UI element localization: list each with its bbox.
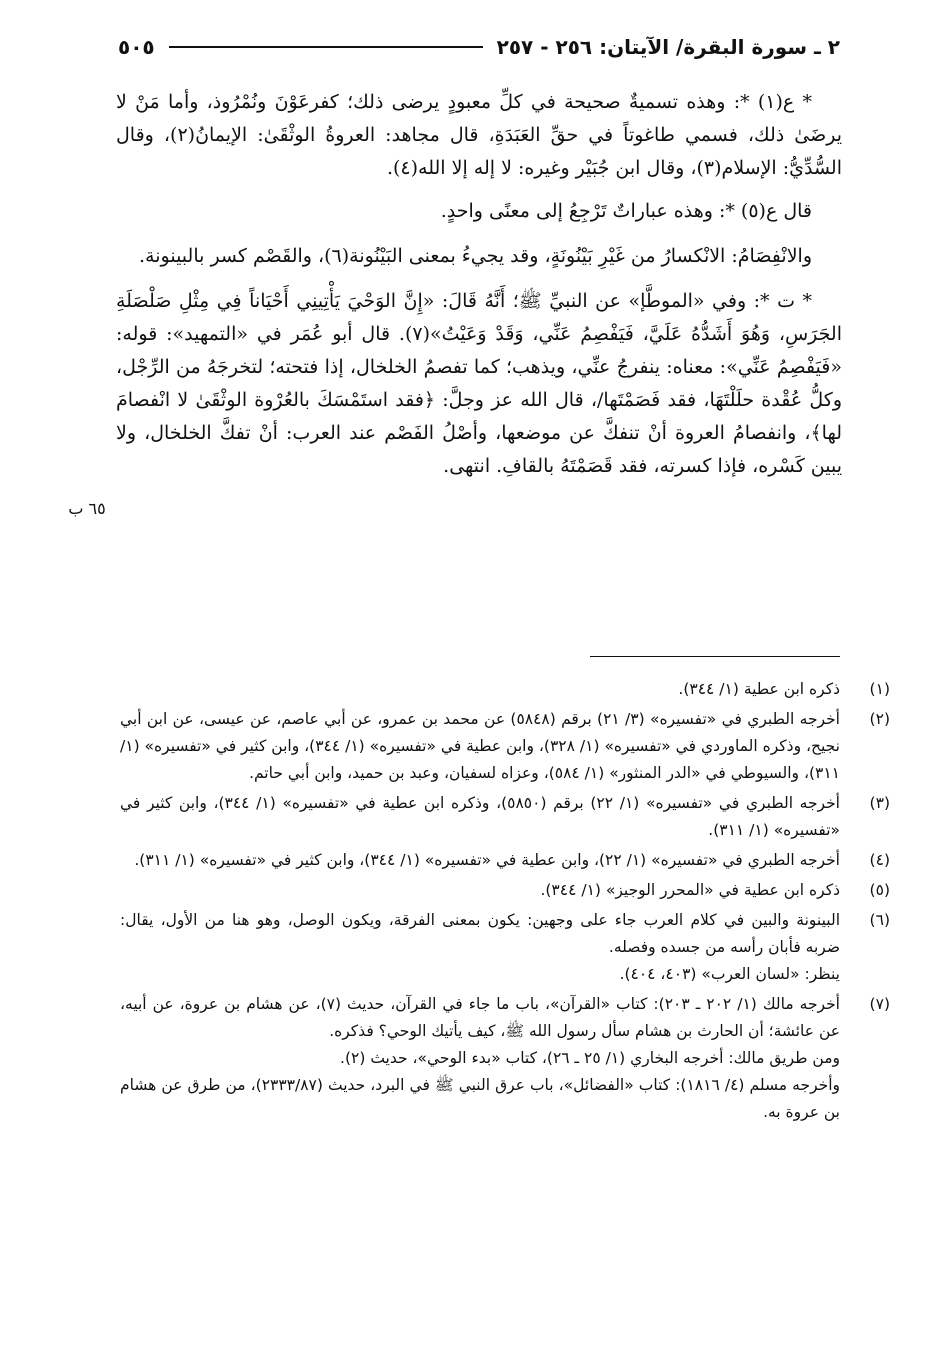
manuscript-folio-note: ٦٥ ب [68,499,106,518]
footnote [120,790,890,844]
page-number: ٥٠٥ [118,35,155,59]
footnote-number: (٤) [869,851,890,869]
footnote-number: (١) [869,680,890,698]
paragraph-1: * ع(١) *: وهذه تسميةٌ صحيحة في كلِّ معبودٍ يرضى ذلك؛ كفرعَوْنَ ونُمْرُوذ، وأما مَنْ لا يرضَىٰ ذلك، فسمي طاغوتاً في حقِّ العَبَدَةِ، قال مجاهد: العروةُ الوثْقَىٰ: الإيمانُ(٢)، وقال السُّدِّيُّ: الإسلام(٣)، وقال ابن جُبَيْر وغيره: لا إله إلا الله(٤). [116,91,842,179]
footnote-number: (٢) [869,710,890,728]
footnote-text: أخرجه الطبري في «تفسيره» (١/ ٢٢) برقم (٥٨٥٠)، وذكره ابن عطية في «تفسيره» (١/ ٣٤٤)، وابن كثير في «تفسيره» (١/ ٣١١). [120,794,840,839]
paragraph-3: والانْفِصَامُ: الانْكسارُ من غَيْرِ بَيْنُونَةٍ، وقد يجيءُ بمعنى البَيْنُونة(٦)، والقَصْم كسر بالبينونة. [139,245,812,267]
footnote [120,907,890,988]
footnote-text: أخرجه الطبري في «تفسيره» (٣/ ٢١) برقم (٥٨٤٨) عن محمد بن عمرو، عن أبي عاصم، عن عيسى، عن ابن أبي نجيح، وذكره الماوردي في «تفسيره» (١/ ٣٢٨)، وابن عطية في «تفسيره» (١/ ٣٤٤)، وابن كثير في «تفسيره» (١/ ٣١١)، والسيوطي في «الدر المنثور» (١/ ٥٨٤)، وعزاه لسفيان، وعبد بن حميد، وابن أبي حاتم. [120,710,840,782]
footnote-text: أخرجه مالك (١/ ٢٠٢ ـ ٢٠٣): كتاب «القرآن»، باب ما جاء في القرآن، حديث (٧)، عن هشام بن عروة، عن أبيه، عن عائشة؛ أن الحارث بن هشام سأل رسول الله ﷺ، كيف يأتيك الوحي؟ فذكره. [120,995,840,1040]
footnote [120,676,890,703]
footnote-text: البينونة والبين في كلام العرب جاء على وجهين: يكون بمعنى الفرقة، ويكون الوصل، وهو هنا من الأول، يقال: ضربه فأبان رأسه من جسده وفصله. [120,911,840,956]
footnotes [120,676,890,1129]
paragraph-4: * ت *: وفي «الموطَّإ» عن النبيِّ ﷺ؛ أَنَّهُ قَالَ: «إِنَّ الوَحْيَ يَأْتِينِي أَحْيَاناً فِي مِثْلِ صَلْصَلَةِ الجَرَسِ، وَهُوَ أَشَدُّهُ عَلَيَّ، فَيَفْصِمُ عَنِّي، وَقَدْ وَعَيْتُ»(٧). قال أبو عُمَر في «التمهيد»: قوله: «فَيَفْصِمُ عَنِّي»: معناه: ينفرجُ عنِّي، ويذهب؛ كما تفصمُ الخلخال، إذا فتحته؛ لتخرجَهُ من الرِّجْل، وكلُّ عُقْدة حلَلْتَهَا، فقد فَصَمْتَها/، قال الله عز وجلَّ: ﴿فقد استَمْسَكَ بالعُرْوة الوثْقَىٰ لا انْفصامَ لها﴾، وانفصامُ العروة أنْ تنفكَّ عن موضعها، وأصْلُ الفَصْم عند العرب: أنْ تفكَّ الخلخال، ولا يبين كَسْره، فإذا كسرته، فقد قَصَمْتَهُ بالقافِ. انتهى. [116,290,842,477]
footnote-number: (٦) [869,911,890,929]
header-rule [169,46,483,48]
footnote [120,991,890,1126]
footnote-text: أخرجه الطبري في «تفسيره» (١/ ٢٢)، وابن عطية في «تفسيره» (١/ ٣٤٤)، وابن كثير في «تفسيره» (١/ ٣١١). [134,851,840,869]
paragraph-2: قال ع(٥) *: وهذه عباراتٌ تَرْجِعُ إلى معنًى واحدٍ. [440,200,812,222]
footnote-text: ينظر: «لسان العرب» (٤٠٣، ٤٠٤). [619,965,840,983]
footnote-text: ذكره ابن عطية (١/ ٣٤٤). [678,680,840,698]
footnote-number: (٣) [869,794,890,812]
footnote-text: وأخرجه مسلم (٤/ ١٨١٦): كتاب «الفضائل»، باب عرق النبي ﷺ في البرد، حديث (٢٣٣٣/٨٧)، من طرق عن هشام بن عروة به. [120,1076,840,1121]
page-header [118,30,840,64]
footnote [120,847,890,874]
footnote-number: (٧) [869,995,890,1013]
footnote-number: (٥) [869,881,890,899]
footnote-text: ومن طريق مالك: أخرجه البخاري (١/ ٢٥ ـ ٢٦)، كتاب «بدء الوحي»، حديث (٢). [340,1049,840,1067]
footnote-separator [590,656,840,657]
footnote [120,706,890,787]
footnote-text: ذكره ابن عطية في «المحرر الوجيز» (١/ ٣٤٤). [540,881,840,899]
footnote [120,877,890,904]
main-text [116,86,842,495]
running-title: ٢ ـ سورة البقرة/ الآيتان: ٢٥٦ - ٢٥٧ [496,35,840,59]
